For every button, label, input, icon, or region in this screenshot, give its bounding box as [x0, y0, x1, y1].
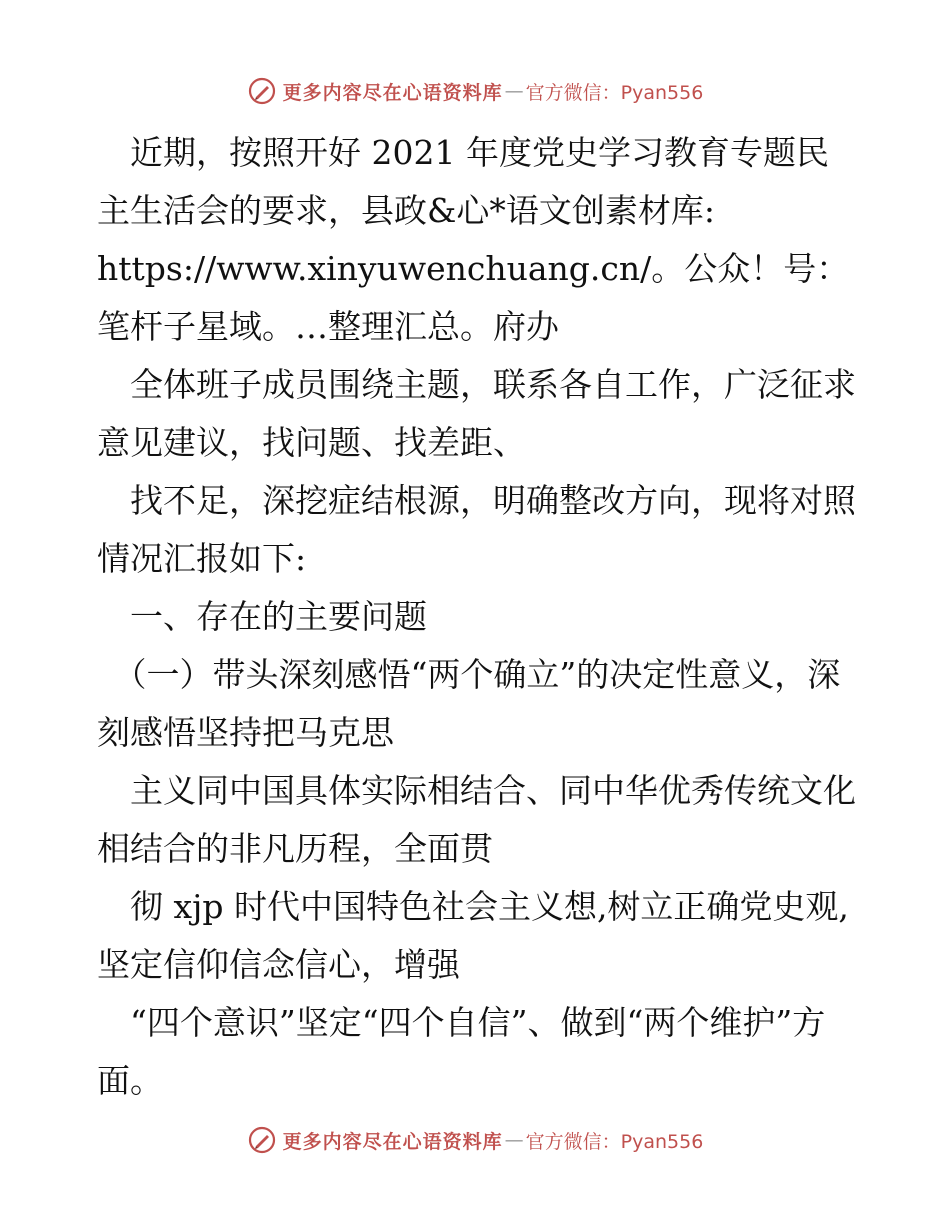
banner-separator: — [504, 1129, 524, 1151]
paragraph: 全体班子成员围绕主题，联系各自工作，广泛征求意见建议，找问题、找差距、 [97, 365, 856, 462]
paragraph: “四个意识”坚定“四个自信”、做到“两个维护”方面。 [97, 1003, 826, 1100]
header-banner [0, 71, 950, 111]
document-body [97, 124, 857, 1110]
paragraph: 彻 xjp 时代中国特色社会主义想,树立正确党史观,坚定信仰信念信心，增强 [97, 887, 849, 984]
banner-wechat: 官方微信：Pyan556 [525, 81, 704, 104]
section-heading: 一、存在的主要问题 [97, 597, 427, 636]
pen-logo-icon [247, 76, 277, 106]
paragraph: 找不足，深挖症结根源，明确整改方向，现将对照情况汇报如下: [97, 481, 856, 578]
banner-separator: — [504, 80, 524, 102]
paragraph: 近期，按照开好 2021 年度党史学习教育专题民主生活会的要求，县政&心*语文创素材库: [97, 133, 829, 230]
banner-brand: 更多内容尽在心语资料库 [282, 81, 503, 104]
banner-wechat: 官方微信：Pyan556 [525, 1130, 704, 1153]
paragraph: https://www.xinyuwenchuang.cn/。公众！号：笔杆子星域。…整理汇总。府办 [97, 249, 850, 346]
paragraph: 主义同中国具体实际相结合、同中华优秀传统文化相结合的非凡历程，全面贯 [97, 771, 856, 868]
banner-brand: 更多内容尽在心语资料库 [282, 1130, 503, 1153]
paragraph: （一）带头深刻感悟“两个确立”的决定性意义，深刻感悟坚持把马克思 [97, 655, 841, 752]
footer-banner [0, 1120, 950, 1160]
pen-logo-icon [247, 1125, 277, 1155]
